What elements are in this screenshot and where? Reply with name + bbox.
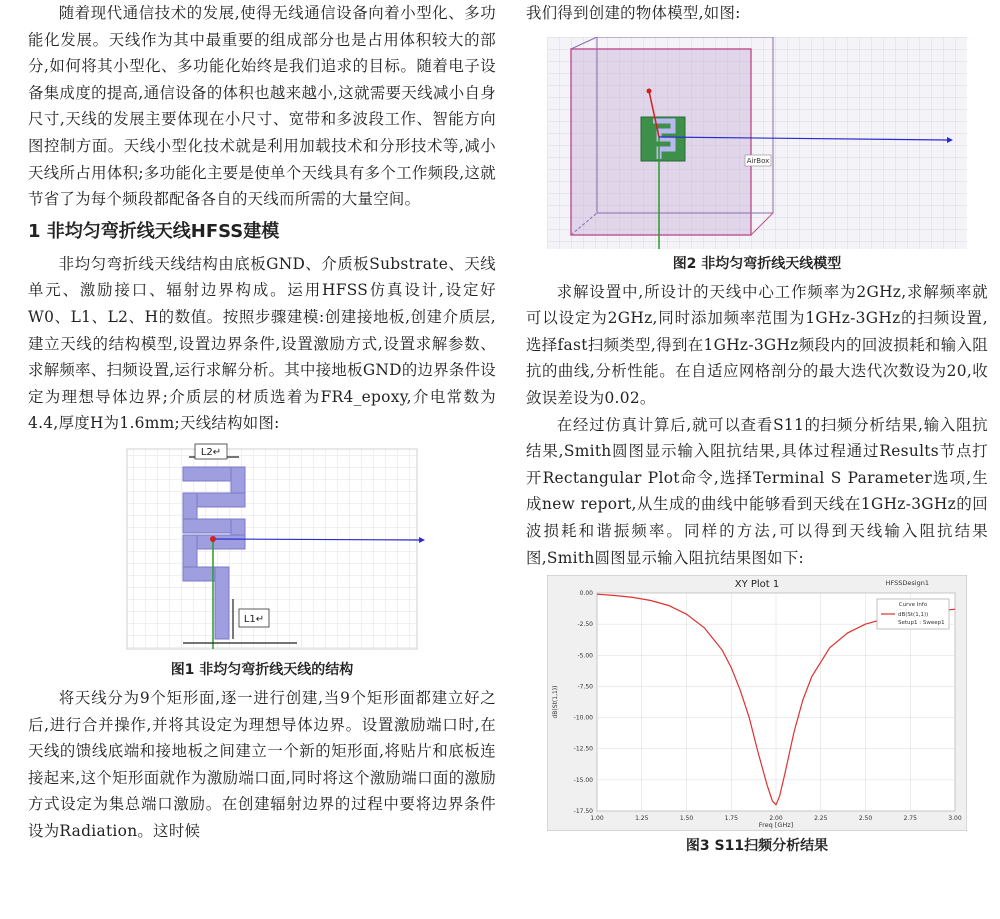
label-l2: L2↵: [200, 446, 222, 458]
figure-2-antenna-model: [547, 37, 967, 249]
x-tick-label: 2.75: [903, 815, 917, 823]
x-tick-label: 2.50: [858, 815, 873, 823]
figure-2-caption: 图2 非均匀弯折线天线模型: [672, 255, 842, 272]
results-paragraph: 在经过仿真计算后,就可以查看S11的扫频分析结果,输入阻抗结果,Smith圆图显示输入阻抗结果,具体过程通过Results节点打开Rectangular Plot命令,选择Terminal S Parameter选项,生成new report,从生成的曲线中能够看到天线在1GHz-3GHz的回波损耗和谐振频率。同样的方法,可以得到天线输入阻抗结果图,Smith圆图显示输入阻抗结果图如下:: [526, 415, 988, 567]
y-tick-label: -15.00: [573, 776, 593, 784]
airbox-model-drawing: [547, 37, 967, 249]
figure-1-antenna-structure: [97, 443, 427, 655]
chart-design-label: HFSSDesign1: [885, 579, 929, 588]
y-tick-label: 0.00: [579, 590, 593, 598]
x-tick-label: 1.50: [679, 815, 694, 823]
figure-3-s11-plot: [547, 575, 967, 831]
x-tick-label: 1.75: [724, 815, 738, 823]
chart-legend: [877, 599, 949, 629]
label-l1: L1↵: [243, 613, 265, 625]
x-tick-label: 2.00: [769, 815, 783, 823]
modeling-paragraph: 非均匀弯折线天线结构由底板GND、介质板Substrate、天线单元、激励接口、辐射边界构成。运用HFSS仿真设计,设定好W0、L1、L2、H的数值。按照步骤建模:创建接地板,创建介质层,建立天线的结构模型,设置边界条件,设置激励方式,设置求解参数、求解频率、扫频设置,运行求解分析。其中接地板GND的边界条件设定为理想导体边界;介质层的材质选着为FR4_epoxy,介电常数为4.4,厚度H为1.6mm;天线结构如图:: [28, 254, 496, 433]
x-tick-label: 2.25: [814, 815, 828, 823]
figure-1-caption: 图1 非均匀弯折线天线的结构: [170, 661, 354, 678]
left-column: [28, 0, 496, 844]
solver-paragraph: 求解设置中,所设计的天线中心工作频率为2GHz,求解频率就可以设定为2GHz,同时添加频率范围为1GHz-3GHz的扫频设置,选择fast扫频类型,得到在1GHz-3GHz频段内的回波损耗和输入阻抗的曲线,分析性能。在自适应网格剖分的最大迭代次数设为20,收敛误差设为0.02。: [526, 282, 988, 407]
airbox-label: AirBox: [746, 156, 770, 165]
y-tick-label: -7.50: [577, 683, 593, 691]
x-tick-label: 3.00: [948, 815, 962, 823]
legend-sub: Setup1 : Sweep1: [898, 620, 945, 627]
y-tick-label: -5.00: [577, 652, 593, 660]
x-tick-label: 1.00: [590, 815, 604, 823]
x-tick-label: 1.25: [635, 815, 649, 823]
y-tick-label: -10.00: [573, 714, 593, 722]
chart-title: XY Plot 1: [734, 579, 780, 591]
chart-xlabel: Freq [GHz]: [758, 821, 794, 830]
legend-entry: dB(St(1,1)): [898, 612, 929, 619]
section-heading: 1 非均匀弯折线天线HFSS建模: [28, 220, 280, 242]
figure-3-caption: 图3 S11扫频分析结果: [685, 838, 829, 855]
ports-paragraph: 将天线分为9个矩形面,逐一进行创建,当9个矩形面都建立好之后,进行合并操作,并将其设定为理想导体边界。设置激励端口时,在天线的馈线底端和接地板之间建立一个新的矩形面,将贴片和底板连接起来,这个矩形面就作为激励端口面,同时将这个激励端口面的激励方式设定为集总端口激励。在创建辐射边界的过程中要将边界条件设为Radiation。这时候: [28, 688, 496, 840]
y-tick-label: -2.50: [577, 621, 593, 629]
y-tick-label: -12.50: [573, 745, 593, 753]
s11-chart: [547, 575, 967, 831]
antenna-structure-drawing: [97, 443, 427, 655]
y-tick-label: -17.50: [573, 808, 593, 816]
chart-ylabel: dB(St(1,1)): [552, 685, 559, 719]
right-column: [526, 0, 988, 861]
intro-paragraph: 随着现代通信技术的发展,使得无线通信设备向着小型化、多功能化发展。天线作为其中最重要的组成部分也是占用体积较大的部分,如何将其小型化、多功能化始终是我们追求的目标。随着电子设备集成度的提高,通信设备的体积也越来越小,这就需要天线减小自身尺寸,天线的发展主要体现在小尺寸、宽带和多波段工作、智能方向图控制方面。天线小型化技术就是利用加载技术和分形技术等,减小天线所占用体积;多功能化主要是使单个天线具有多个工作频段,这就节省了为每个频段都配备各自的天线而所需的大量空间。: [28, 4, 496, 209]
legend-title: Curve Info: [898, 602, 928, 609]
model-intro-paragraph: 我们得到创建的物体模型,如图:: [526, 4, 741, 22]
